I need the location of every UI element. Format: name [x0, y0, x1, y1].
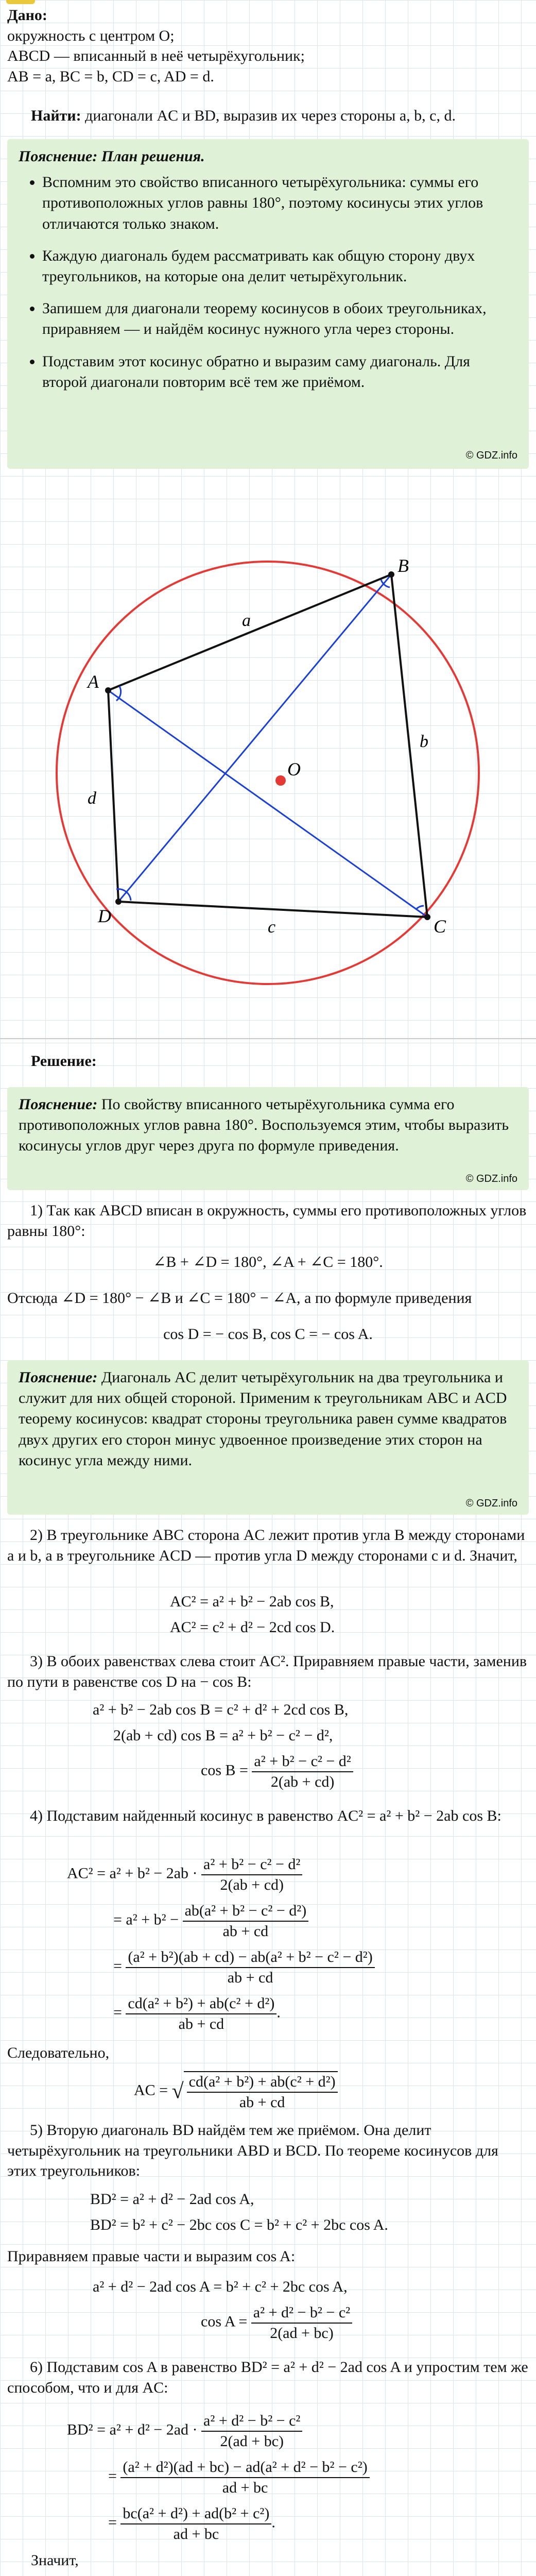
- note-1-head: Пояснение:: [19, 1096, 98, 1113]
- plan-item: • Запишем для диагонали теорему косинусов в обоих треугольниках, приравняем — и найдём косинус нужного угла через стороны.: [42, 298, 517, 340]
- eq-4-line-4: [113, 1994, 281, 2033]
- expr: AC² = a² + b² − 2ab ·: [67, 1865, 198, 1882]
- period: .: [271, 2514, 275, 2531]
- radicand: [184, 2071, 338, 2112]
- site-logo-tab: [6, 0, 35, 4]
- numerator: bc(a² + d²) + ad(b² + c²): [120, 2504, 271, 2524]
- eq-3c-left: cos B =: [201, 1761, 248, 1779]
- numerator: cd(a² + b²) + ab(c² + d²): [126, 1994, 276, 2014]
- step-3: 3) В обоих равенствах слева стоит AC². Приравняем правые части, заменив по пути в равенстве cos D на − cos B:: [7, 1653, 527, 1690]
- denominator: ab + cd: [178, 2015, 224, 2032]
- label-a: A: [88, 671, 99, 692]
- eq-4-line-1: [67, 1855, 302, 1894]
- step-4: 4) Подставим найденный косинус в равенство AC² = a² + b² − 2ab cos B:: [30, 1807, 502, 1824]
- note-2-head: Пояснение:: [19, 1369, 98, 1386]
- center-point: [275, 775, 286, 786]
- denominator: 2(ad + bc): [220, 2432, 284, 2450]
- given-line-2: ABCD — вписанный в неё четырёхугольник;: [7, 47, 305, 65]
- find-text: диагонали AC и BD, выразив их через стороны a, b, c, d.: [85, 107, 456, 124]
- plan-note: [7, 139, 529, 469]
- fraction: [126, 1994, 276, 2033]
- fraction: [187, 2072, 338, 2112]
- numerator: a² + b² − c² − d²: [201, 1855, 302, 1875]
- plan-list: [19, 172, 517, 393]
- denominator: ab + cd: [227, 1969, 273, 1986]
- step-6b: Значит,: [31, 2552, 79, 2569]
- divider: [0, 1038, 536, 1039]
- fraction: [120, 2458, 369, 2497]
- label-side-b: b: [420, 732, 428, 751]
- step-6: 6) Подставим cos A в равенство BD² = a² + d² − 2ad cos A и упростим тем же способом, что и для AC:: [7, 2359, 528, 2396]
- sqrt-icon: √: [171, 2079, 184, 2104]
- eq-3c: [201, 1752, 353, 1791]
- expr: =: [108, 2514, 117, 2531]
- numerator: (a² + b²)(ab + cd) − ab(a² + b² − c² − d²): [126, 1947, 374, 1968]
- plan-item: • Вспомним это свойство вписанного четырёхугольника: суммы его противоположных углов равны 180°, поэтому косинусы этих углов отличаются только знаком.: [42, 172, 517, 234]
- fraction: [120, 2504, 271, 2544]
- note-1: [7, 1087, 529, 1190]
- expr: =: [113, 1957, 122, 1975]
- geometry-figure: [0, 495, 536, 1025]
- gdz-watermark: © GDZ.info: [465, 1173, 517, 1185]
- quadrilateral-abcd: [108, 574, 427, 917]
- denominator: 2(ab + cd): [220, 1876, 284, 1893]
- note-1-text: По свойству вписанного четырёхугольника сумма его противоположных углов равна 180°. Воспользуемся этим, чтобы выразить косинусы углов друг через друга по формуле приведения.: [19, 1096, 509, 1155]
- note-2-text: Диагональ AC делит четырёхугольник на два треугольника и служит для них общей стороной. Применим к треугольникам ABC и ACD теорему косинусов: квадрат стороны треугольника равен сумме квадратов двух других его сторон минус удвоенное произведение этих сторон на косинус угла между ними.: [19, 1369, 507, 1469]
- step-4b: Следовательно,: [7, 2044, 110, 2061]
- numerator: ab(a² + b² − c² − d²): [183, 1901, 309, 1922]
- find-line: [31, 106, 529, 126]
- denominator: ab + cd: [222, 1922, 269, 1940]
- eq-6-line-2: [108, 2458, 370, 2497]
- step-2: 2) В треугольнике ABC сторона AC лежит против угла B между сторонами a и b, а в треугольнике ACD — против угла D между сторонами c и d. Значит,: [7, 1527, 525, 1564]
- eq-6-line-3: [108, 2504, 275, 2544]
- diagonal-ac: [108, 690, 427, 917]
- given-title: Дано:: [7, 7, 47, 24]
- eq-1: ∠B + ∠D = 180°, ∠A + ∠C = 180°.: [153, 1253, 383, 1270]
- denominator: ad + bc: [222, 2479, 268, 2496]
- fraction: [126, 1947, 374, 1987]
- numerator: a² + d² − b² − c²: [201, 2411, 302, 2432]
- eq-4b: [134, 2071, 338, 2112]
- gdz-watermark: © GDZ.info: [465, 1498, 517, 1510]
- denominator: 2(ad + bc): [270, 2324, 334, 2342]
- step-1: 1) Так как ABCD вписан в окружность, суммы его противоположных углов равны 180°:: [7, 1202, 527, 1240]
- solution-title: Решение:: [31, 1053, 97, 1070]
- plan-item: • Подставим этот косинус обратно и выразим саму диагональ. Для второй диагонали повторим всё тем же приёмом.: [42, 351, 517, 393]
- expr: =: [108, 2467, 117, 2485]
- step-1b: Отсюда ∠D = 180° − ∠B и ∠C = 180° − ∠A, а по формуле приведения: [7, 1290, 472, 1307]
- numerator: a² + b² − c² − d²: [252, 1752, 353, 1772]
- vertex-c: [424, 914, 430, 920]
- expr: = a² + b² −: [113, 1911, 179, 1928]
- eq-3b: 2(ab + cd) cos B = a² + b² − c² − d²,: [113, 1727, 333, 1744]
- plan-item: • Каждую диагональ будем рассматривать как общую сторону двух треугольников, на которые она делит четырёхугольник.: [42, 246, 517, 287]
- eq-1b: cos D = − cos B, cos C = − cos A.: [163, 1326, 373, 1343]
- eq-4-line-3: [113, 1947, 375, 1987]
- expr: =: [113, 2004, 122, 2021]
- expr: AC =: [134, 2081, 168, 2099]
- vertex-d: [115, 899, 122, 905]
- label-side-c: c: [268, 918, 276, 937]
- fraction: [252, 1752, 353, 1791]
- fraction: [201, 2411, 302, 2451]
- period: .: [276, 2004, 281, 2021]
- gdz-watermark: © GDZ.info: [465, 450, 517, 462]
- label-o: O: [287, 759, 301, 779]
- eq-5b: BD² = b² + c² − 2bc cos C = b² + c² + 2bc cos A.: [90, 2216, 388, 2233]
- expr: BD² = a² + d² − 2ad ·: [67, 2421, 198, 2438]
- vertex-a: [105, 687, 111, 693]
- eq-5d: [201, 2303, 352, 2343]
- diagonal-bd: [118, 574, 391, 902]
- given-line-1: окружность с центром O;: [7, 27, 175, 44]
- eq-4-line-2: [113, 1901, 308, 1941]
- denominator: 2(ab + cd): [270, 1773, 335, 1790]
- angle-mark-c: [416, 906, 424, 909]
- label-side-a: a: [242, 611, 251, 630]
- eq-5c: a² + d² − 2ad cos A = b² + c² + 2bc cos A,: [93, 2278, 348, 2295]
- step-5: 5) Вторую диагональ BD найдём тем же приёмом. Она делит четырёхугольник на треугольники ABD и BCD. По теореме косинусов для этих треугольников:: [7, 2122, 498, 2180]
- find-label: Найти:: [31, 107, 81, 124]
- fraction: [201, 1855, 302, 1894]
- label-b: B: [397, 555, 409, 576]
- eq-2a: AC² = a² + b² − 2ab cos B,: [170, 1593, 334, 1610]
- given-line-3: AB = a, BC = b, CD = c, AD = d.: [7, 67, 214, 85]
- label-d: D: [98, 906, 111, 926]
- denominator: ab + cd: [239, 2093, 285, 2111]
- fraction: [183, 1901, 309, 1941]
- eq-2b: AC² = c² + d² − 2cd cos D.: [170, 1619, 335, 1636]
- numerator: (a² + d²)(ad + bc) − ad(a² + d² − b² − c²): [120, 2458, 369, 2478]
- numerator: cd(a² + b²) + ab(c² + d²): [187, 2072, 338, 2093]
- vertex-b: [388, 571, 394, 578]
- step-5b: Приравняем правые части и выразим cos A:: [7, 2248, 296, 2265]
- label-side-d: d: [88, 789, 96, 808]
- given-block: [7, 5, 529, 87]
- numerator: a² + d² − b² − c²: [251, 2303, 352, 2324]
- eq-5a: BD² = a² + d² − 2ad cos A,: [90, 2191, 254, 2208]
- eq-6-line-1: [67, 2411, 302, 2451]
- label-c: C: [434, 916, 446, 937]
- eq-3a: a² + b² − 2ab cos B = c² + d² + 2cd cos B,: [93, 1701, 349, 1718]
- plan-header: Пояснение: План решения.: [19, 148, 205, 165]
- note-2: [7, 1360, 529, 1515]
- expr: cos A =: [201, 2313, 248, 2330]
- fraction: [251, 2303, 352, 2343]
- denominator: ad + bc: [173, 2525, 219, 2543]
